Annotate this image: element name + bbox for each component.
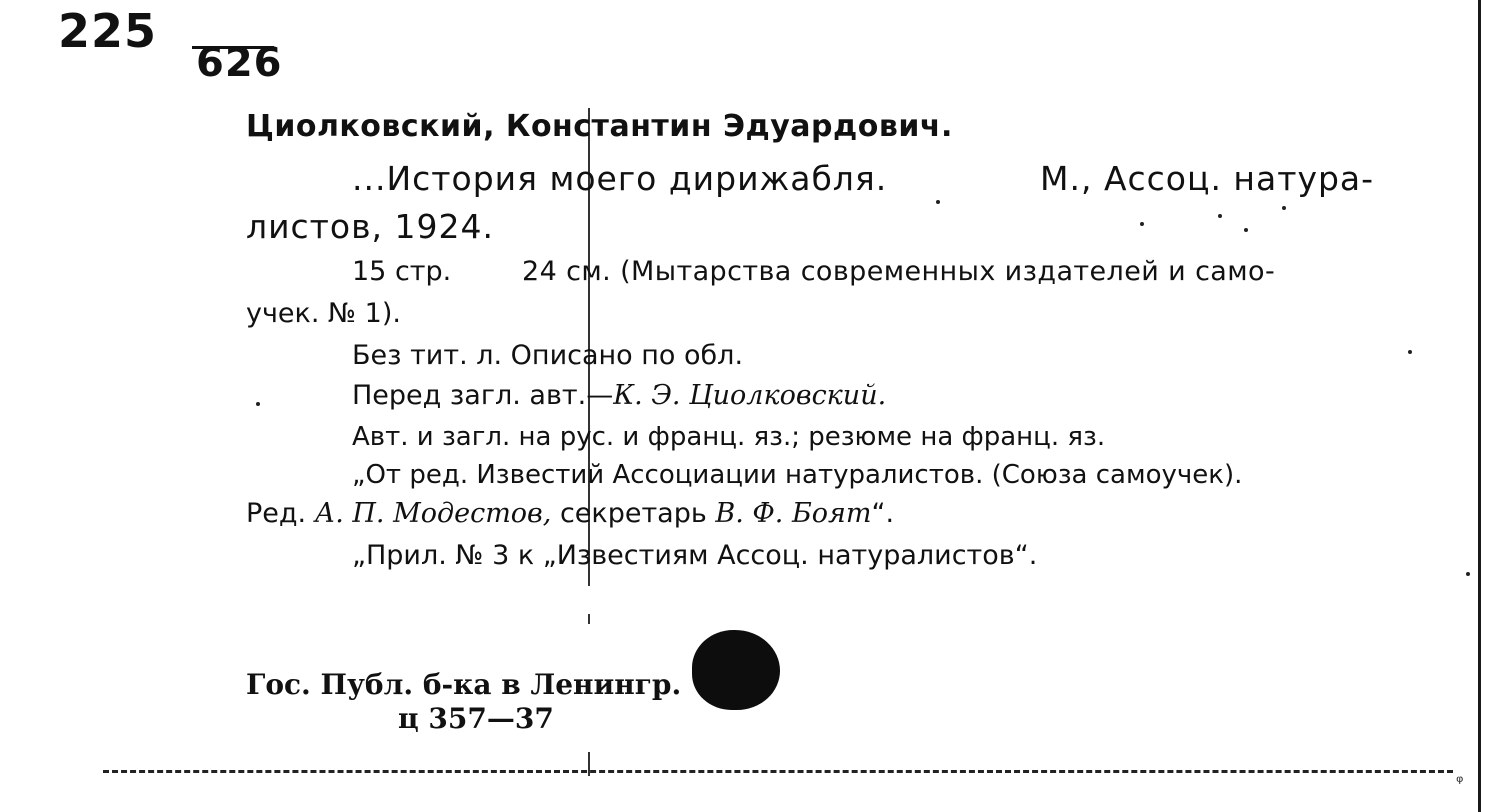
speck	[1244, 228, 1248, 232]
speck	[256, 402, 260, 406]
collation-size-series: 24 см. (Мытарства современных издателей и само-	[522, 256, 1276, 287]
ink-blot	[692, 630, 780, 710]
speck	[1218, 214, 1222, 218]
imprint-start: М., Ассоц. натура-	[1040, 159, 1375, 198]
card-right-edge	[1478, 0, 1481, 812]
note-editor-name: А. П. Модестов,	[314, 498, 552, 529]
corner-mark: ᵠ	[1456, 772, 1464, 793]
collation-end: учек. № 1).	[246, 298, 401, 329]
holding-library: Гос. Публ. б-ка в Ленингр.	[246, 668, 682, 701]
author-heading: Циолковский, Константин Эдуардович.	[246, 109, 953, 144]
bottom-dashed-rule	[103, 770, 1453, 773]
note-languages: Авт. и загл. на рус. и франц. яз.; резюме на франц. яз.	[352, 422, 1106, 452]
collation-pages: 15 стр.	[352, 256, 452, 287]
title-line: ...История моего дирижабля.	[352, 159, 888, 198]
note-supplement: „Прил. № 3 к „Известиям Ассоц. натуралистов“.	[352, 540, 1038, 571]
speck	[936, 200, 940, 204]
note-editor-label: Ред.	[246, 498, 307, 529]
holding-shelfmark: ц 357—37	[398, 702, 554, 735]
note-secretary-name: В. Ф. Боят	[715, 498, 872, 529]
handwritten-number-bottom: 626	[196, 40, 283, 86]
note-author-prefix: Перед загл. авт.—	[352, 380, 614, 411]
note-author-name: К. Э. Циолковский.	[613, 380, 887, 411]
speck	[1466, 572, 1470, 576]
speck	[1282, 206, 1286, 210]
imprint-end: листов, 1924.	[246, 207, 494, 246]
note-author-before-title	[352, 382, 886, 409]
note-no-title-page: Без тит. л. Описано по обл.	[352, 340, 744, 371]
speck	[1140, 222, 1144, 226]
note-editors-line	[246, 500, 894, 527]
note-from-editors: „От ред. Известий Ассоциации натуралистов. (Союза самоучек).	[352, 460, 1243, 490]
speck	[1408, 350, 1412, 354]
rod-line-lower	[588, 614, 590, 624]
note-secretary-label: секретарь	[559, 498, 707, 529]
handwritten-number-top: 225	[58, 4, 158, 58]
note-editors-close: “.	[871, 498, 895, 529]
